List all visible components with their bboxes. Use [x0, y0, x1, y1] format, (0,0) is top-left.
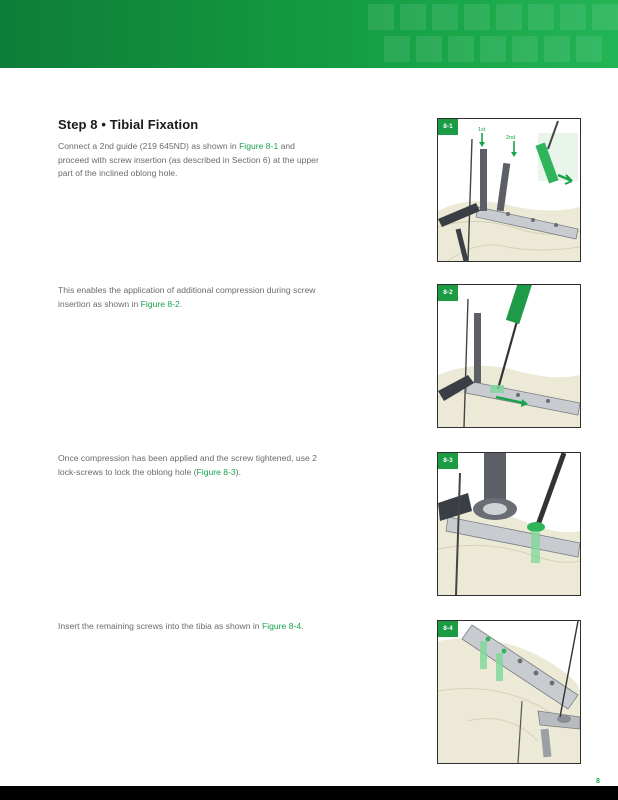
- paragraph-text: Connect a 2nd guide (219 645ND) as shown in: [58, 141, 240, 151]
- paragraph-text: Once compression has been applied and the screw tightened, use 2 lock-screws to lock the oblong hole (: [58, 453, 317, 477]
- figure-8-4-illustration: [438, 621, 580, 763]
- label-2nd: 2nd: [506, 135, 516, 141]
- figure-8-1-illustration: [438, 119, 580, 261]
- figure-ref-link[interactable]: Figure 8-2: [140, 298, 180, 309]
- page-number: 8: [596, 778, 600, 785]
- paragraph-text: .: [301, 621, 304, 631]
- header-band: [0, 0, 618, 68]
- paragraph-step-8-4: [58, 620, 320, 634]
- figure-8-2-illustration: [438, 285, 580, 427]
- figure-tag: 8-2: [438, 285, 458, 301]
- step-title: Step 8 • Tibial Fixation: [58, 117, 199, 132]
- footer-band: [0, 786, 618, 800]
- paragraph-step-8-2: [58, 284, 320, 311]
- paragraph-text: This enables the application of additional compression during screw insertion as shown in: [58, 285, 316, 309]
- paragraph-step-8-3: [58, 452, 320, 479]
- figure-tag: 8-3: [438, 453, 458, 469]
- paragraph-step-8-1: [58, 140, 320, 181]
- figure-ref-link[interactable]: Figure 8-3: [196, 466, 236, 477]
- paragraph-text: Insert the remaining screws into the tibia as shown in: [58, 621, 262, 631]
- figure-8-3: [437, 452, 581, 596]
- figure-ref-link[interactable]: Figure 8-4: [261, 621, 302, 631]
- figure-8-1: [437, 118, 581, 262]
- figure-ref-link[interactable]: Figure 8-1: [239, 141, 279, 151]
- paragraph-text: .: [179, 298, 183, 309]
- figure-tag: 8-4: [438, 621, 458, 637]
- label-1st: 1st: [478, 127, 486, 133]
- figure-tag: 8-1: [438, 119, 458, 135]
- figure-8-3-illustration: [438, 453, 580, 595]
- paragraph-text: and proceed with screw insertion (as described in Section 6) at the upper part of the inclined oblong hole.: [58, 141, 319, 178]
- figure-8-2: [437, 284, 581, 428]
- paragraph-text: ).: [235, 466, 241, 477]
- figure-8-4: [437, 620, 581, 764]
- header-pattern: [358, 0, 618, 68]
